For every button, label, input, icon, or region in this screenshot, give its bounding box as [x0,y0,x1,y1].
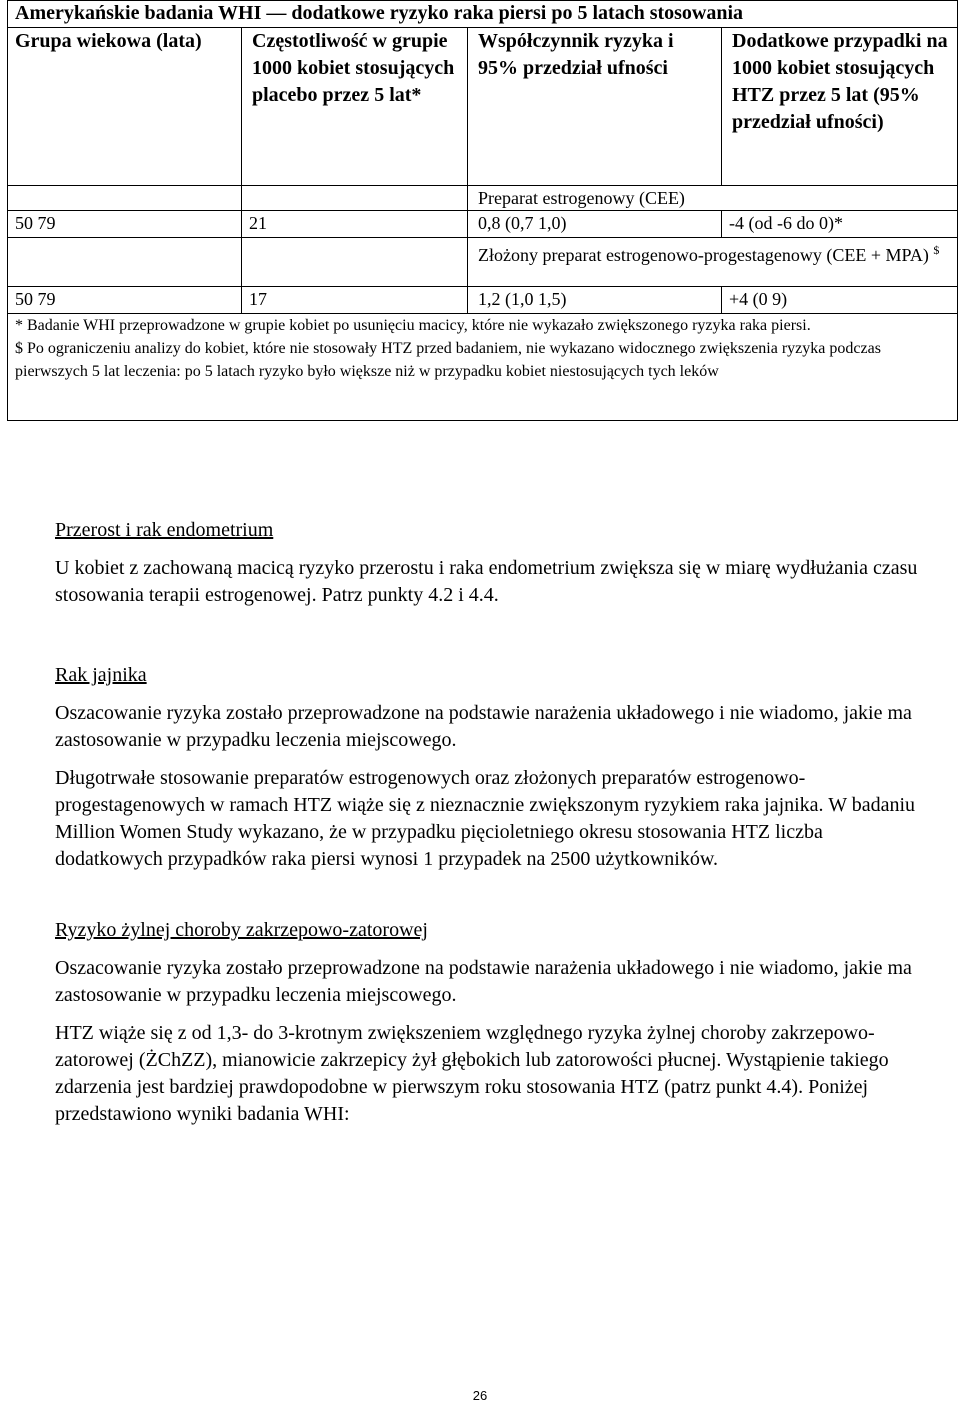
section-ovarian-cancer [55,662,925,873]
heading-ovarian-cancer: Rak jajnika [55,664,147,686]
dollar-footnote-marker: $ [933,243,940,257]
cell-hazard-ratio: 1,2 (1,0 1,5) [468,287,722,314]
paragraph-vte-1: Oszacowanie ryzyka zostało przeprowadzone na podstawie narażenia układowego i nie wiadomo, jakie ma zastosowanie w przypadku leczenia miejscowego. [55,957,912,1006]
cell-frequency: 17 [242,287,468,314]
cell-age: 50 79 [8,287,242,314]
section-estrogen-only [468,186,958,211]
blank-cell [8,238,242,287]
page-number: 26 [472,1388,488,1403]
footnote-asterisk: * Badanie WHI przeprowadzone w grupie kobiet po usunięciu macicy, które nie wykazało zwiększonego ryzyka raka piersi. [15,317,811,334]
heading-endometrium: Przerost i rak endometrium [55,519,274,541]
cell-additional-cases: -4 (od -6 do 0)* [722,211,958,238]
whi-breast-cancer-table [7,0,958,421]
blank-cell [242,238,468,287]
footnote-dollar: $ Po ograniczeniu analizy do kobiet, które nie stosowały HTZ przed badaniem, nie wykazano widocznego zwiększenia ryzyka podczas pierwszych 5 lat leczenia: po 5 latach ryzyko było większe niż w przypadku kobiet niestosujących tych leków [15,340,881,380]
whi-table-container [7,0,957,421]
section-endometrium [55,517,925,609]
table-footnotes [8,314,958,421]
cell-additional-cases: +4 (0 9) [722,287,958,314]
section-label: Złożony preparat estrogenowo-progestagenowy (CEE + MPA) [478,245,929,265]
header-hazard-ratio: Współczynnik ryzyka i 95% przedział ufności [468,28,722,186]
header-placebo-frequency: Częstotliwość w grupie 1000 kobiet stosujących placebo przez 5 lat* [242,28,468,186]
header-additional-cases: Dodatkowe przypadki na 1000 kobiet stosujących HTZ przez 5 lat (95% przedział ufności) [722,28,958,186]
paragraph-endometrium: U kobiet z zachowaną macicą ryzyko przerostu i raka endometrium zwiększa się w miarę wydłużania czasu stosowania terapii estrogenowej. Patrz punkty 4.2 i 4.4. [55,557,918,606]
section-vte [55,917,925,1128]
paragraph-ovary-2: Długotrwałe stosowanie preparatów estrogenowych oraz złożonych preparatów estrogenowo-progestagenowych w ramach HTZ wiąże się z nieznacznie zwiększonym ryzykiem raka jajnika. W badaniu Million Women Study wykazano, że w przypadku pięcioletniego okresu stosowania HTZ liczba dodatkowych przypadków raka piersi wynosi 1 przypadek na 2500 użytkowników. [55,767,916,870]
blank-cell [242,186,468,211]
paragraph-vte-2: HTZ wiąże się z od 1,3- do 3-krotnym zwiększeniem względnego ryzyka żylnej choroby zakrzepowo-zatorowej (ŻChZZ), mianowicie zakrzepicy żył głębokich lub zatorowości płucnej. Wystąpienie takiego zdarzenia jest bardziej prawdopodobne w pierwszym roku stosowania HTZ (patrz punkt 4.4). Poniżej przedstawiono wyniki badania WHI: [55,1022,889,1125]
cell-age: 50 79 [8,211,242,238]
section-combined [468,238,958,287]
heading-vte: Ryzyko żylnej choroby zakrzepowo-zatorowej [55,919,428,941]
section-label: Preparat estrogenowy (CEE) [478,188,685,208]
blank-cell [8,186,242,211]
paragraph-ovary-1: Oszacowanie ryzyka zostało przeprowadzone na podstawie narażenia układowego i nie wiadomo, jakie ma zastosowanie w przypadku leczenia miejscowego. [55,702,912,751]
header-age-group: Grupa wiekowa (lata) [8,28,242,186]
cell-hazard-ratio: 0,8 (0,7 1,0) [468,211,722,238]
cell-frequency: 21 [242,211,468,238]
table-title: Amerykańskie badania WHI — dodatkowe ryzyko raka piersi po 5 latach stosowania [8,1,958,28]
